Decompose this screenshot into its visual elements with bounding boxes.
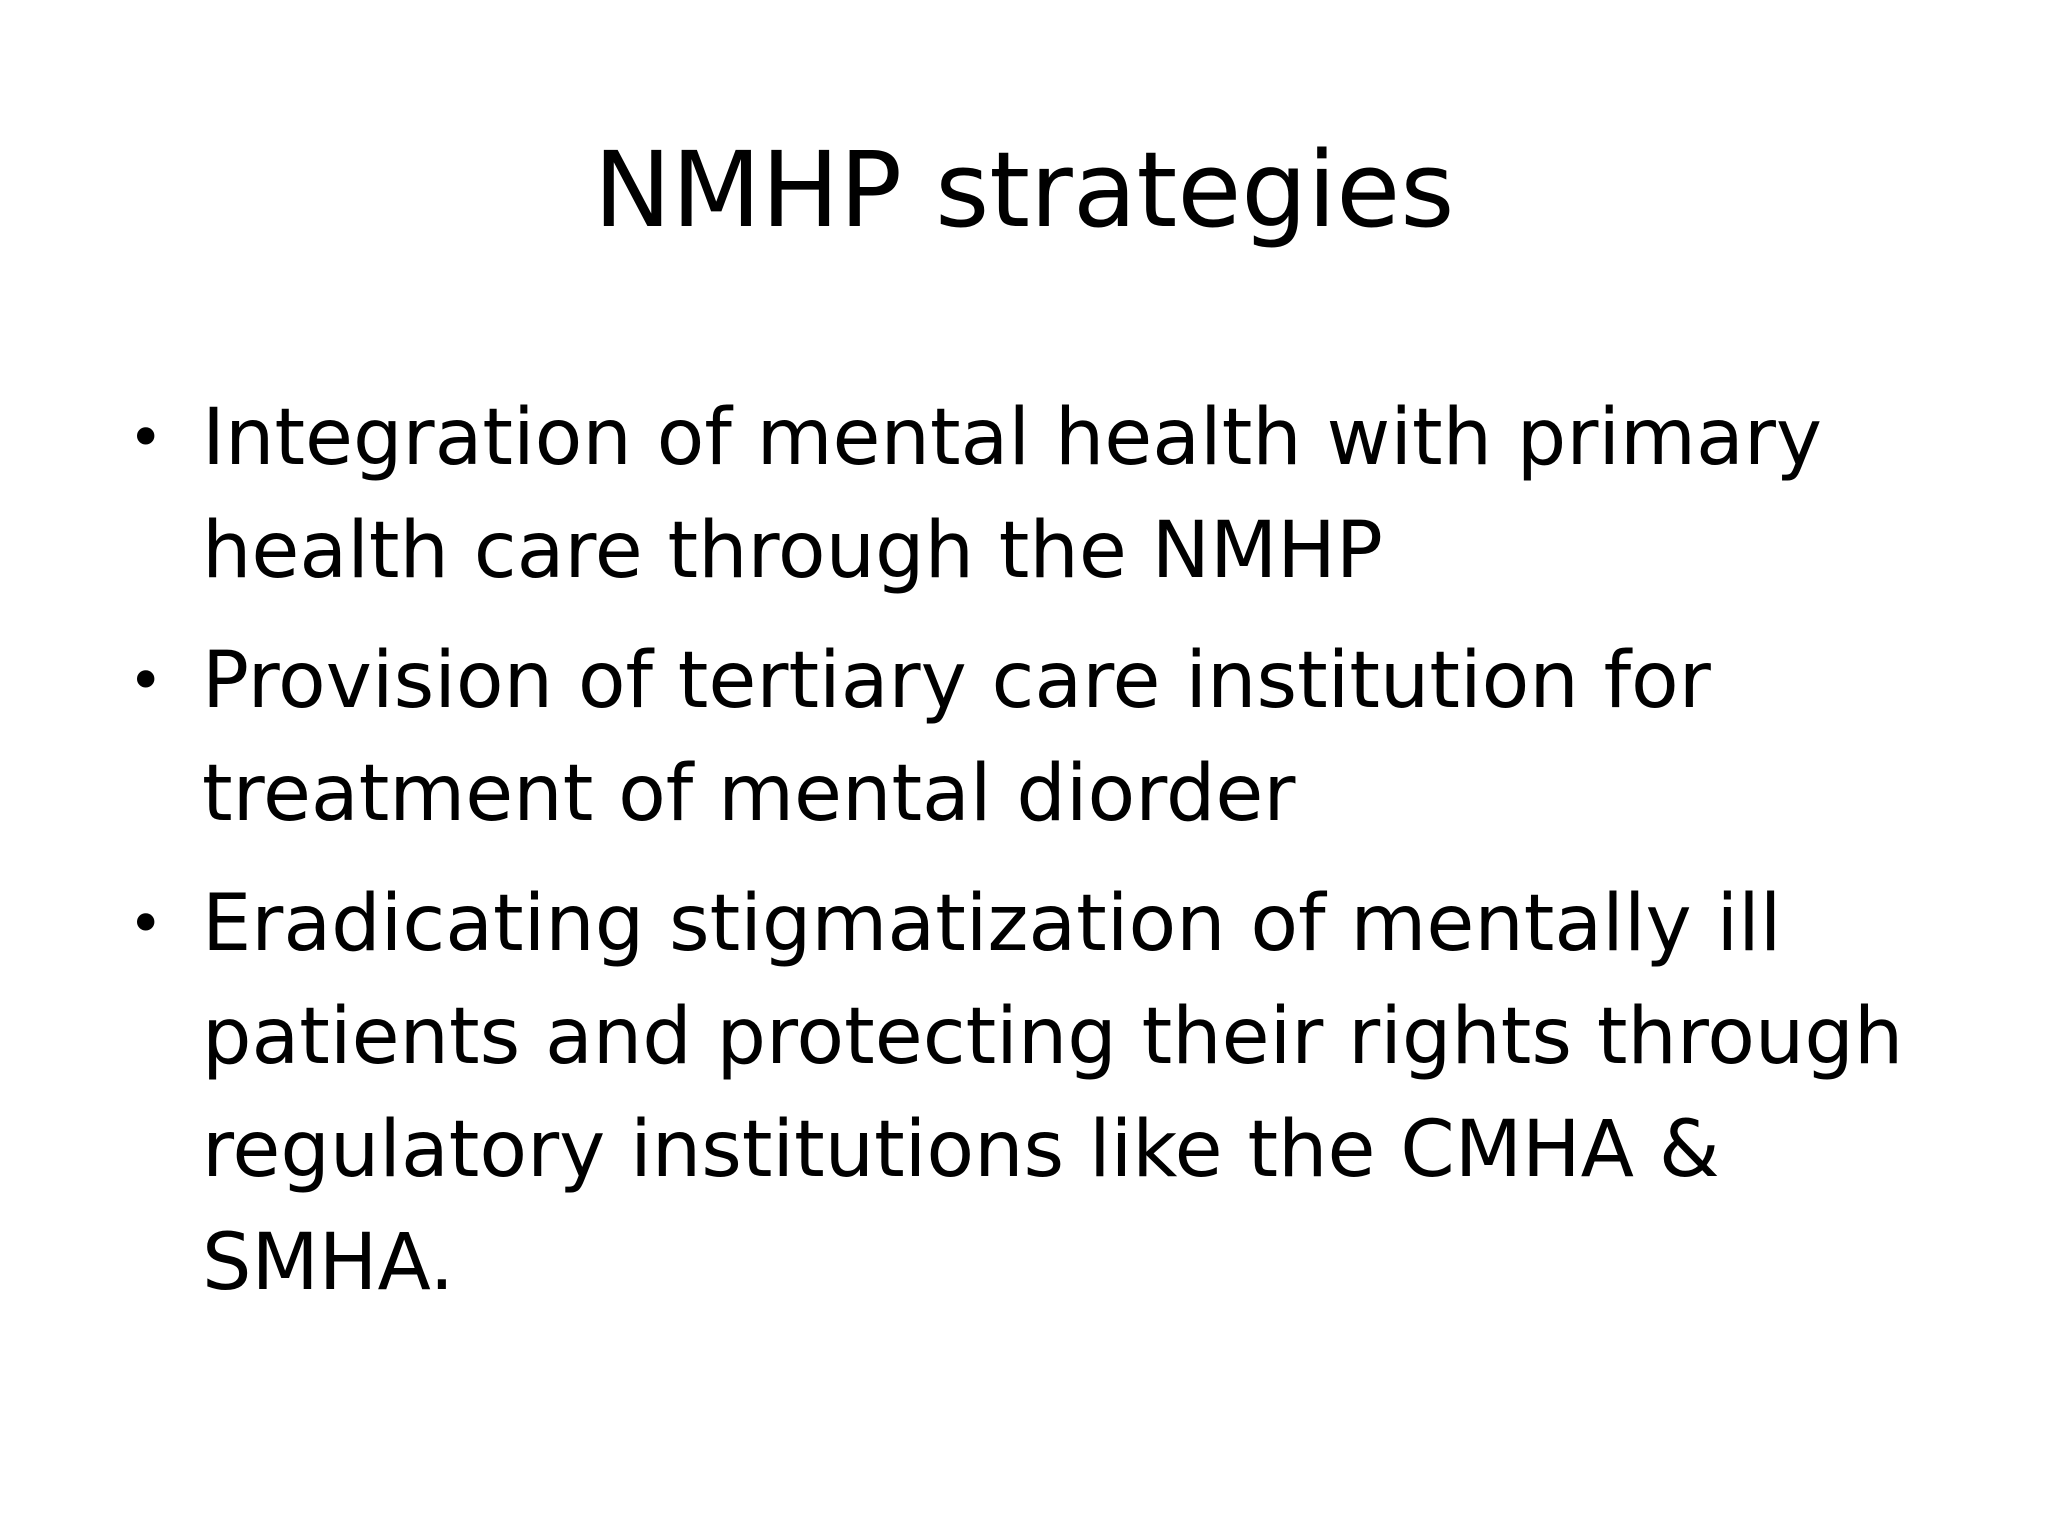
bullet-icon: •	[128, 889, 164, 959]
bullet-icon: •	[128, 403, 164, 473]
slide-title: NMHP strategies	[593, 129, 1455, 251]
bullet-text: Eradicating stigmatization of mentally ill patients and protecting their rights through regulatory institutions like the CMHA & SMHA.	[202, 879, 1904, 1308]
bullet-text: Integration of mental health with primary health care through the NMHP	[202, 393, 1823, 596]
bullet-list	[120, 382, 1980, 1337]
bullet-text: Provision of tertiary care institution for treatment of mental diorder	[202, 636, 1711, 839]
bullet-icon: •	[128, 646, 164, 716]
bullet-item-integration	[120, 382, 1980, 608]
bullet-item-stigmatization	[120, 868, 1980, 1320]
bullet-item-tertiary-care	[120, 625, 1980, 851]
